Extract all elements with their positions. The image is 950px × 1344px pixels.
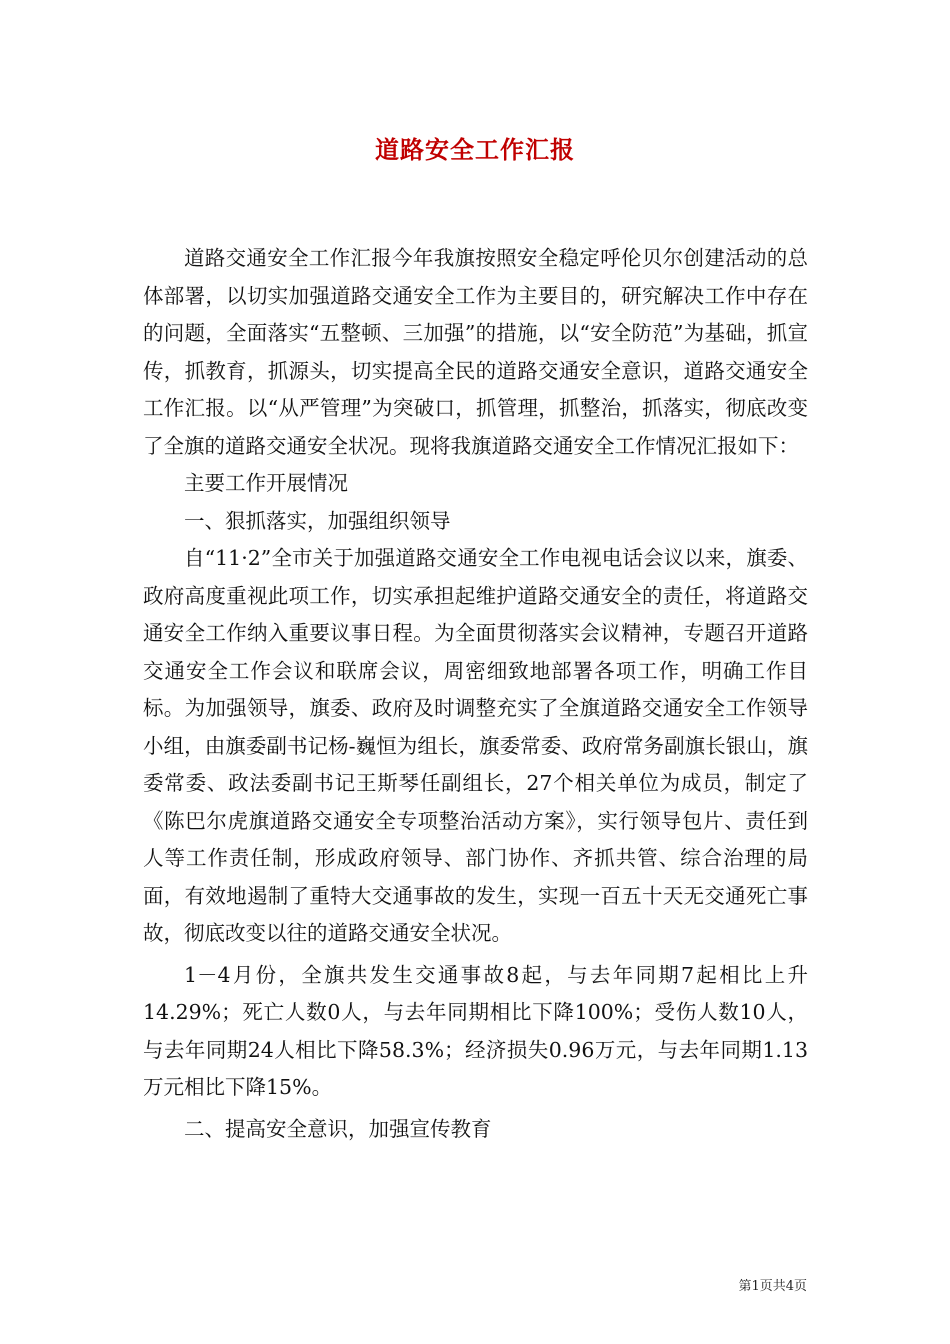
document-body (143, 240, 808, 1148)
section-heading-two: 二、提高安全意识，加强宣传教育 (184, 1116, 492, 1141)
section-heading-one: 一、狠抓落实，加强组织领导 (184, 508, 451, 533)
paragraph-intro: 道路交通安全工作汇报今年我旗按照安全稳定呼伦贝尔创建活动的总体部署，以切实加强道路交通安全工作为主要目的，研究解决工作中存在的问题，全面落实“五整顿、三加强”的措施，以“安全防范”为基础，抓宣传，抓教育，抓源头，切实提高全民的道路交通安全意识，道路交通安全工作汇报。以“从严管理”为突破口，抓管理，抓整治，抓落实，彻底改变了全旗的道路交通安全状况。现将我旗道路交通安全工作情况汇报如下： (143, 246, 808, 458)
paragraph-statistics: 1－4月份，全旗共发生交通事故8起，与去年同期7起相比上升14.29%；死亡人数0人，与去年同期相比下降100%；受伤人数10人，与去年同期24人相比下降58.3%；经济损失0.96万元，与去年同期1.13万元相比下降15%。 (143, 962, 808, 1099)
document-title: 道路安全工作汇报 (375, 135, 575, 164)
paragraph-organization: 自“11·2”全市关于加强道路交通安全工作电视电话会议以来，旗委、政府高度重视此项工作，切实承担起维护道路交通安全的责任，将道路交通安全工作纳入重要议事日程。为全面贯彻落实会议精神，专题召开道路交通安全工作会议和联席会议，周密细致地部署各项工作，明确工作目标。为加强领导，旗委、政府及时调整充实了全旗道路交通安全工作领导小组，由旗委副书记杨-巍恒为组长，旗委常委、政府常务副旗长银山，旗委常委、政法委副书记王斯琴任副组长，27个相关单位为成员，制定了《陈巴尔虎旗道路交通安全专项整治活动方案》，实行领导包片、责任到人等工作责任制，形成政府领导、部门协作、齐抓共管、综合治理的局面，有效地遏制了重特大交通事故的发生，实现一百五十天无交通死亡事故，彻底改变以往的道路交通安全状况。 (143, 546, 808, 945)
page-number-footer: 第1页共4页 (738, 1279, 807, 1294)
section-heading-main: 主要工作开展情况 (184, 471, 348, 495)
